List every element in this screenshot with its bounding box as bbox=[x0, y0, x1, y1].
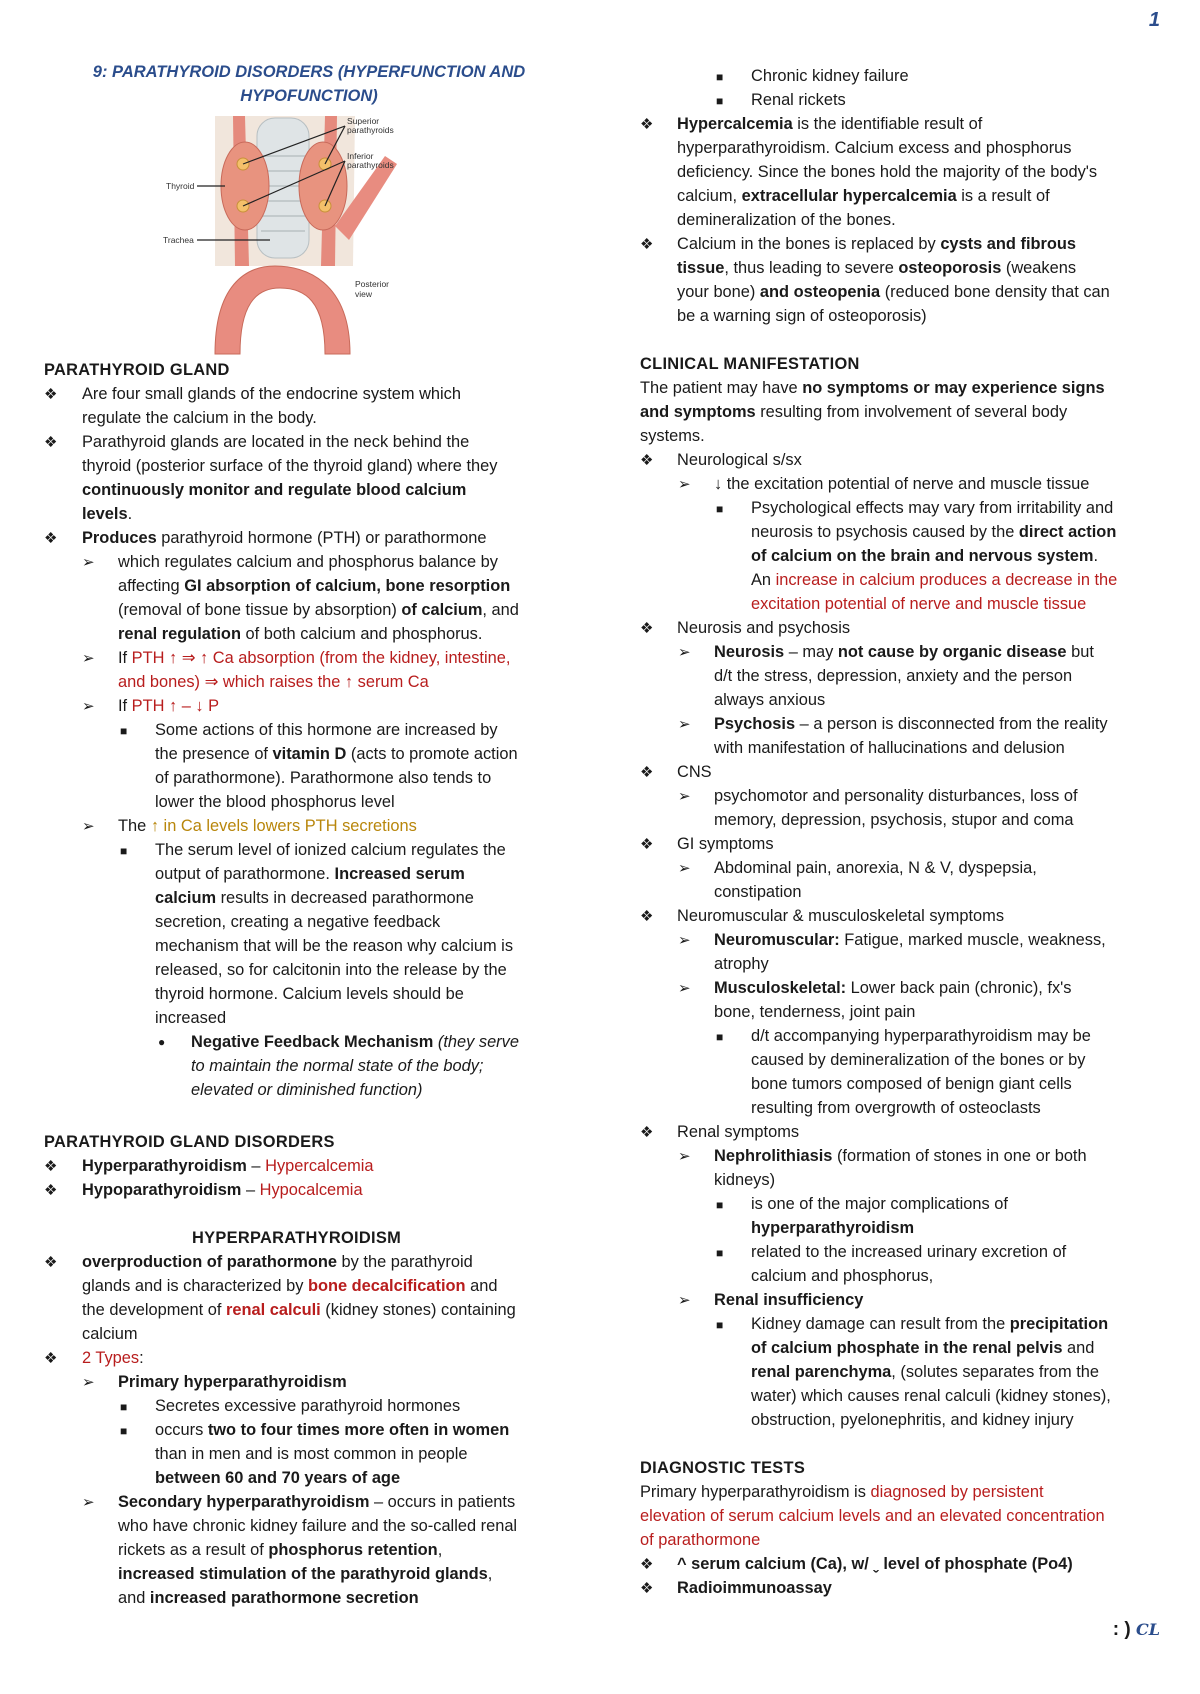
text-line: with manifestation of hallucinations and delusion bbox=[714, 739, 1065, 757]
text-line: and increased parathormone secretion bbox=[118, 1589, 419, 1607]
diamond-bullet-icon: ❖ bbox=[640, 116, 654, 133]
square-bullet-icon: ■ bbox=[716, 1030, 724, 1044]
text-line: constipation bbox=[714, 883, 802, 901]
text-line: If PTH ↑ ⇒ ↑ Ca absorption (from the kidney, intestine, bbox=[118, 649, 511, 667]
diamond-bullet-icon: ❖ bbox=[44, 1350, 58, 1367]
square-bullet-icon: ■ bbox=[716, 94, 724, 108]
text-line: If PTH ↑ – ↓ P bbox=[118, 697, 220, 715]
text-line: of parathormone). Parathormone also tends to bbox=[155, 769, 492, 787]
text-line: Chronic kidney failure bbox=[751, 67, 909, 85]
square-bullet-icon: ■ bbox=[716, 1318, 724, 1332]
text-line: Secondary hyperparathyroidism – occurs in patients bbox=[118, 1493, 516, 1511]
arrow-bullet-icon: ➢ bbox=[678, 980, 691, 997]
page-title: 9: PARATHYROID DISORDERS (HYPERFUNCTION AND bbox=[92, 63, 526, 81]
text-line: Renal symptoms bbox=[677, 1123, 800, 1141]
text-line: increased stimulation of the parathyroid glands, bbox=[118, 1565, 493, 1583]
text-line: increased bbox=[155, 1009, 227, 1027]
text-line: secretion, creating a negative feedback bbox=[155, 913, 441, 931]
diamond-bullet-icon: ❖ bbox=[44, 530, 58, 547]
text-line: atrophy bbox=[714, 955, 769, 973]
square-bullet-icon: ■ bbox=[120, 1400, 128, 1414]
text-line: thyroid (posterior surface of the thyroid gland) where they bbox=[82, 457, 498, 475]
text-line: the development of renal calculi (kidney stones) containing bbox=[82, 1301, 516, 1319]
text-line: glands and is characterized by bone decalcification and bbox=[82, 1277, 498, 1295]
text-line: Hyperparathyroidism – Hypercalcemia bbox=[82, 1157, 374, 1175]
arrow-bullet-icon: ➢ bbox=[82, 554, 95, 571]
text-line: obstruction, pyelonephritis, and kidney injury bbox=[751, 1411, 1074, 1429]
text-line: lower the blood phosphorus level bbox=[155, 793, 395, 811]
text-line: (removal of bone tissue by absorption) of calcium, and bbox=[118, 601, 519, 619]
text-line: hyperparathyroidism. Calcium excess and phosphorus bbox=[677, 139, 1072, 157]
diamond-bullet-icon: ❖ bbox=[44, 434, 58, 451]
arrow-bullet-icon: ➢ bbox=[678, 1148, 691, 1165]
section-heading: CLINICAL MANIFESTATION bbox=[640, 355, 860, 373]
text-line: related to the increased urinary excretion of bbox=[751, 1243, 1067, 1261]
text-line: An increase in calcium produces a decrease in the bbox=[751, 571, 1118, 589]
label-inferior-2: parathyroids bbox=[347, 160, 394, 170]
text-line: Psychosis – a person is disconnected from the reality bbox=[714, 715, 1108, 733]
text-line: the presence of vitamin D (acts to promote action bbox=[155, 745, 518, 763]
label-superior: Superior bbox=[347, 116, 380, 126]
arrow-bullet-icon: ➢ bbox=[82, 698, 95, 715]
text-line: hyperparathyroidism bbox=[751, 1219, 915, 1237]
text-line: and bones) ⇒ which raises the ↑ serum Ca bbox=[118, 673, 429, 691]
text-line: The patient may have no symptoms or may experience signs bbox=[640, 379, 1105, 397]
text-line: CNS bbox=[677, 763, 712, 781]
text-line: overproduction of parathormone by the parathyroid bbox=[82, 1253, 473, 1271]
text-line: calcium bbox=[82, 1325, 138, 1343]
text-line: ^ serum calcium (Ca), w/ ˬ level of phosphate (Po4) bbox=[677, 1555, 1073, 1573]
square-bullet-icon: ■ bbox=[120, 844, 128, 858]
diamond-bullet-icon: ❖ bbox=[640, 836, 654, 853]
smile-mark: : ) bbox=[1112, 1619, 1131, 1640]
text-line: 2 Types: bbox=[82, 1349, 144, 1367]
text-line: between 60 and 70 years of age bbox=[155, 1469, 401, 1487]
arrow-bullet-icon: ➢ bbox=[82, 1374, 95, 1391]
text-line: Neurological s/sx bbox=[677, 451, 802, 469]
text-line: systems. bbox=[640, 427, 705, 445]
diamond-bullet-icon: ❖ bbox=[44, 1158, 58, 1175]
section-heading: DIAGNOSTIC TESTS bbox=[640, 1459, 806, 1477]
arrow-bullet-icon: ➢ bbox=[82, 1494, 95, 1511]
text-line: The serum level of ionized calcium regulates the bbox=[155, 841, 506, 859]
text-line: calcium and phosphorus, bbox=[751, 1267, 934, 1285]
page-title-line2: HYPOFUNCTION) bbox=[240, 87, 378, 105]
diamond-bullet-icon: ❖ bbox=[640, 764, 654, 781]
page-number: 1 bbox=[1148, 9, 1160, 31]
arrow-bullet-icon: ➢ bbox=[678, 932, 691, 949]
text-line: which regulates calcium and phosphorus balance by bbox=[118, 553, 498, 571]
text-line: Psychological effects may vary from irritability and bbox=[751, 499, 1114, 517]
text-line: to maintain the normal state of the body; bbox=[191, 1057, 484, 1075]
label-posterior: Posterior bbox=[355, 279, 390, 289]
text-line: Neuromuscular: Fatigue, marked muscle, weakness, bbox=[714, 931, 1106, 949]
text-line: occurs two to four times more often in women bbox=[155, 1421, 510, 1439]
text-line: be a warning sign of osteoporosis) bbox=[677, 307, 927, 325]
text-line: rickets as a result of phosphorus retention, bbox=[118, 1541, 443, 1559]
text-line: always anxious bbox=[714, 691, 826, 709]
text-line: Nephrolithiasis (formation of stones in one or both bbox=[714, 1147, 1087, 1165]
diamond-bullet-icon: ❖ bbox=[44, 1254, 58, 1271]
diamond-bullet-icon: ❖ bbox=[44, 1182, 58, 1199]
dot-bullet-icon: ● bbox=[158, 1035, 166, 1049]
text-line: Hypoparathyroidism – Hypocalcemia bbox=[82, 1181, 363, 1199]
text-line: levels. bbox=[82, 505, 133, 523]
text-line: neurosis to psychosis caused by the direct action bbox=[751, 523, 1117, 541]
text-line: continuously monitor and regulate blood calcium bbox=[82, 481, 467, 499]
text-line: elevated or diminished function) bbox=[191, 1081, 423, 1099]
text-line: resulting from overgrowth of osteoclasts bbox=[751, 1099, 1041, 1117]
text-line: Secretes excessive parathyroid hormones bbox=[155, 1397, 461, 1415]
arrow-bullet-icon: ➢ bbox=[82, 650, 95, 667]
text-line: Renal insufficiency bbox=[714, 1291, 864, 1309]
square-bullet-icon: ■ bbox=[716, 70, 724, 84]
text-line: Neurosis and psychosis bbox=[677, 619, 851, 637]
diamond-bullet-icon: ❖ bbox=[44, 386, 58, 403]
text-line: Hypercalcemia is the identifiable result of bbox=[677, 115, 983, 133]
text-line: water) which causes renal calculi (kidney stones), bbox=[751, 1387, 1111, 1405]
arrow-bullet-icon: ➢ bbox=[678, 644, 691, 661]
label-inferior: Inferior bbox=[347, 151, 374, 161]
text-line: Abdominal pain, anorexia, N & V, dyspepsia, bbox=[714, 859, 1037, 877]
text-line: released, so for calcitonin into the release by the bbox=[155, 961, 507, 979]
text-line: Renal rickets bbox=[751, 91, 846, 109]
diamond-bullet-icon: ❖ bbox=[640, 236, 654, 253]
text-line: thyroid hormone. Calcium levels should be bbox=[155, 985, 464, 1003]
text-line: bone tumors composed of benign giant cells bbox=[751, 1075, 1072, 1093]
text-line: Primary hyperparathyroidism bbox=[118, 1373, 347, 1391]
text-line: elevation of serum calcium levels and an elevated concentration bbox=[640, 1507, 1105, 1525]
text-line: renal regulation of both calcium and phosphorus. bbox=[118, 625, 483, 643]
text-line: and symptoms resulting from involvement of several body bbox=[640, 403, 1068, 421]
section-heading: PARATHYROID GLAND bbox=[44, 361, 230, 379]
square-bullet-icon: ■ bbox=[716, 1246, 724, 1260]
text-line: regulate the calcium in the body. bbox=[82, 409, 317, 427]
arrow-bullet-icon: ➢ bbox=[678, 788, 691, 805]
text-line: your bone) and osteopenia (reduced bone density that can bbox=[677, 283, 1110, 301]
square-bullet-icon: ■ bbox=[716, 1198, 724, 1212]
square-bullet-icon: ■ bbox=[120, 724, 128, 738]
diamond-bullet-icon: ❖ bbox=[640, 1580, 654, 1597]
square-bullet-icon: ■ bbox=[120, 1424, 128, 1438]
text-line: output of parathormone. Increased serum bbox=[155, 865, 465, 883]
diamond-bullet-icon: ❖ bbox=[640, 1556, 654, 1573]
text-line: bone, tenderness, joint pain bbox=[714, 1003, 916, 1021]
diamond-bullet-icon: ❖ bbox=[640, 1124, 654, 1141]
text-line: The ↑ in Ca levels lowers PTH secretions bbox=[118, 817, 417, 835]
text-line: Negative Feedback Mechanism (they serve bbox=[191, 1033, 519, 1051]
square-bullet-icon: ■ bbox=[716, 502, 724, 516]
text-line: deficiency. Since the bones hold the majority of the body's bbox=[677, 163, 1098, 181]
diamond-bullet-icon: ❖ bbox=[640, 620, 654, 637]
text-line: ↓ the excitation potential of nerve and muscle tissue bbox=[714, 475, 1090, 493]
text-line: memory, depression, psychosis, stupor and coma bbox=[714, 811, 1074, 829]
text-line: Are four small glands of the endocrine system which bbox=[82, 385, 461, 403]
text-line: renal parenchyma, (solutes separates from the bbox=[751, 1363, 1100, 1381]
text-line: Neuromuscular & musculoskeletal symptoms bbox=[677, 907, 1005, 925]
text-line: demineralization of the bones. bbox=[677, 211, 896, 229]
text-line: Neurosis – may not cause by organic disease but bbox=[714, 643, 1094, 661]
diamond-bullet-icon: ❖ bbox=[640, 452, 654, 469]
text-line: Parathyroid glands are located in the neck behind the bbox=[82, 433, 470, 451]
text-line: of parathormone bbox=[640, 1531, 761, 1549]
arrow-bullet-icon: ➢ bbox=[678, 716, 691, 733]
text-line: mechanism that will be the reason why calcium is bbox=[155, 937, 514, 955]
section-heading: PARATHYROID GLAND DISORDERS bbox=[44, 1133, 335, 1151]
label-trachea: Trachea bbox=[163, 235, 194, 245]
text-line: tissue, thus leading to severe osteoporosis (weakens bbox=[677, 259, 1077, 277]
text-line: kidneys) bbox=[714, 1171, 776, 1189]
text-line: GI symptoms bbox=[677, 835, 774, 853]
text-line: of calcium phosphate in the renal pelvis and bbox=[751, 1339, 1095, 1357]
section-heading: HYPERPARATHYROIDISM bbox=[192, 1229, 402, 1247]
arrow-bullet-icon: ➢ bbox=[678, 860, 691, 877]
text-line: affecting GI absorption of calcium, bone resorption bbox=[118, 577, 511, 595]
text-line: Some actions of this hormone are increased by bbox=[155, 721, 498, 739]
text-line: caused by demineralization of the bones or by bbox=[751, 1051, 1086, 1069]
signature bbox=[1113, 1618, 1160, 1642]
text-line: psychomotor and personality disturbances, loss of bbox=[714, 787, 1078, 805]
text-line: is one of the major complications of bbox=[751, 1195, 1008, 1213]
initials: CL bbox=[1136, 1620, 1160, 1639]
text-line: Kidney damage can result from the precipitation bbox=[751, 1315, 1109, 1333]
text-line: d/t the stress, depression, anxiety and the person bbox=[714, 667, 1073, 685]
text-line: Primary hyperparathyroidism is diagnosed by persistent bbox=[640, 1483, 1044, 1501]
text-line: calcium results in decreased parathormone bbox=[155, 889, 474, 907]
arrow-bullet-icon: ➢ bbox=[678, 1292, 691, 1309]
text-line: Radioimmunoassay bbox=[677, 1579, 832, 1597]
label-view: view bbox=[355, 289, 373, 299]
text-line: Musculoskeletal: Lower back pain (chronic), fx's bbox=[714, 979, 1072, 997]
arrow-bullet-icon: ➢ bbox=[678, 476, 691, 493]
text-line: calcium, extracellular hypercalcemia is a result of bbox=[677, 187, 1050, 205]
text-line: than in men and is most common in people bbox=[155, 1445, 468, 1463]
text-line: of calcium on the brain and nervous system. bbox=[751, 547, 1099, 565]
diamond-bullet-icon: ❖ bbox=[640, 908, 654, 925]
arrow-bullet-icon: ➢ bbox=[82, 818, 95, 835]
text-line: who have chronic kidney failure and the so-called renal bbox=[118, 1517, 518, 1535]
label-thyroid: Thyroid bbox=[166, 181, 195, 191]
text-line: Produces parathyroid hormone (PTH) or parathormone bbox=[82, 529, 487, 547]
text-line: d/t accompanying hyperparathyroidism may be bbox=[751, 1027, 1091, 1045]
label-superior-2: parathyroids bbox=[347, 125, 394, 135]
text-line: excitation potential of nerve and muscle tissue bbox=[751, 595, 1087, 613]
parathyroid-anatomy-figure bbox=[163, 116, 445, 354]
text-line: Calcium in the bones is replaced by cysts and fibrous bbox=[677, 235, 1077, 253]
